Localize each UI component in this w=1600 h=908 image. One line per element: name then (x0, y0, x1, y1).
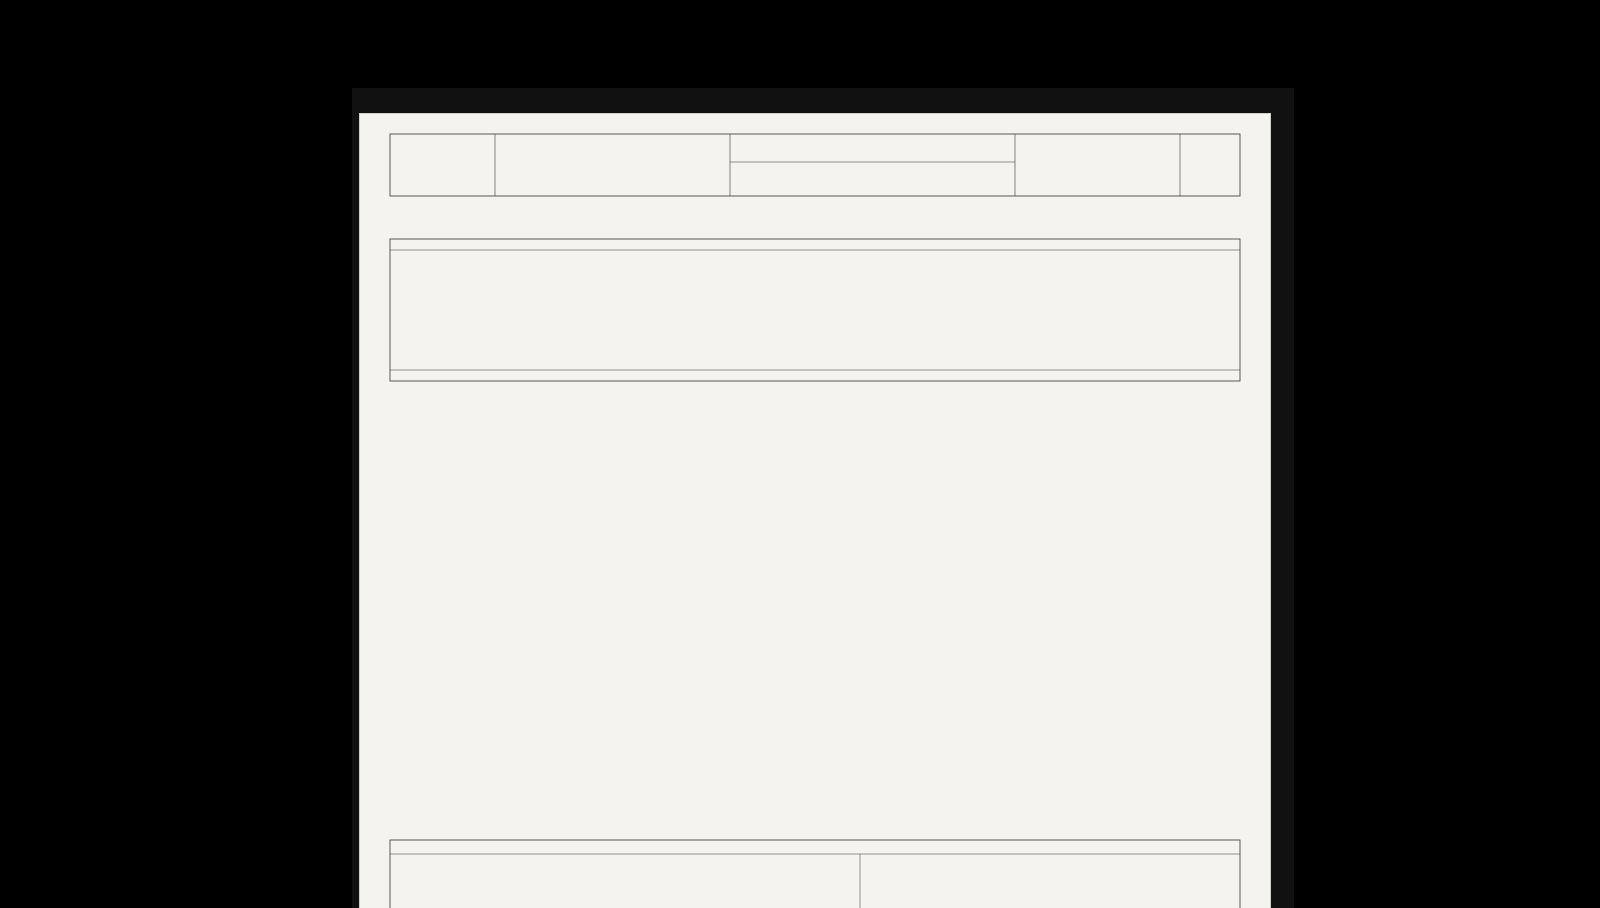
form-header (390, 134, 1240, 196)
sample-section (390, 840, 1240, 908)
column-headers (390, 239, 1240, 381)
census-sheet (360, 114, 1270, 908)
census-form-graphic (360, 114, 1270, 908)
